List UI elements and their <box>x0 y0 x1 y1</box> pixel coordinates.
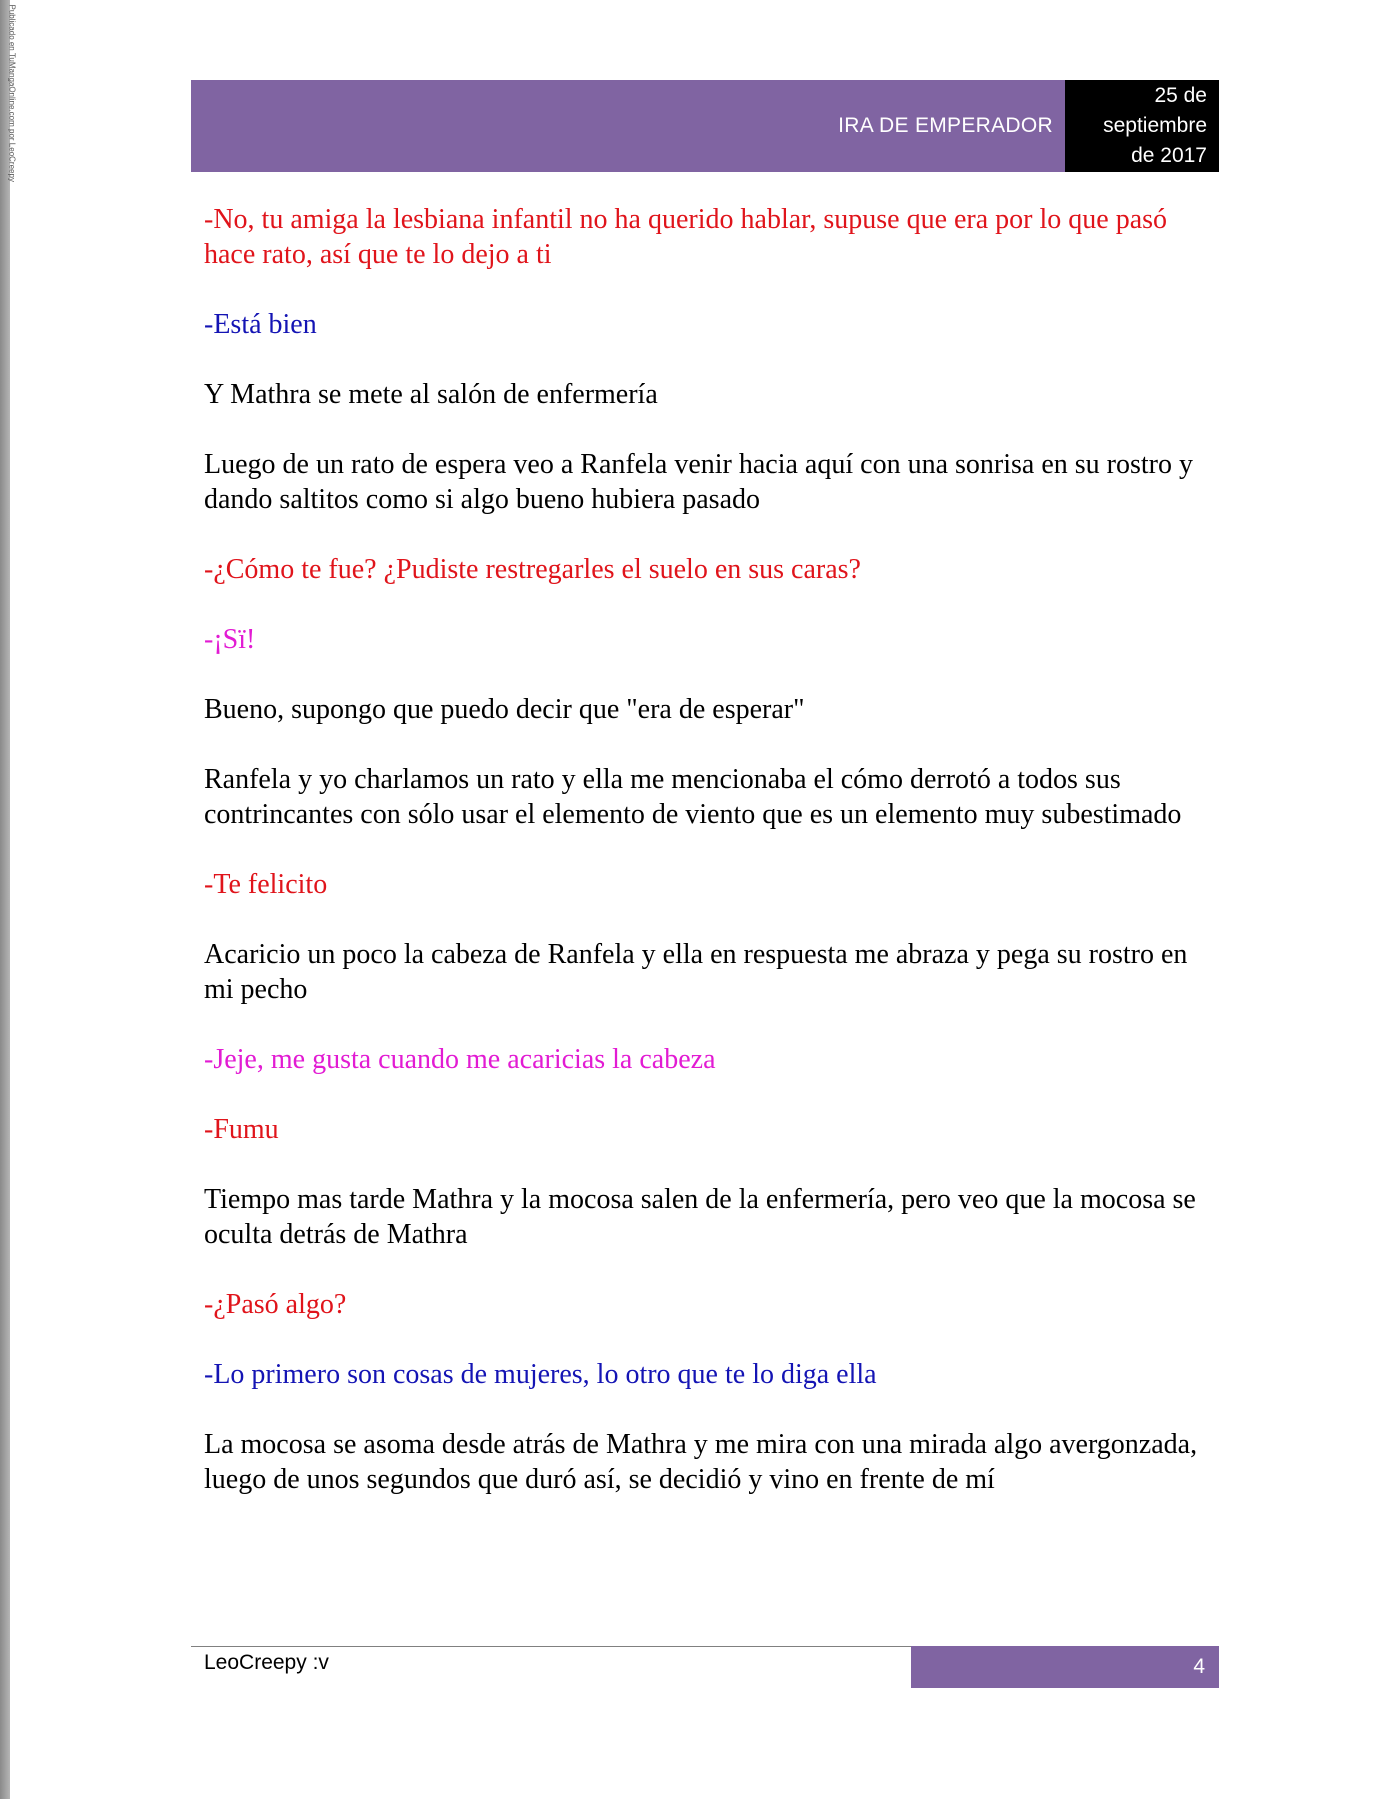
paragraph: -¿Cómo te fue? ¿Pudiste restregarles el suelo en sus caras? <box>204 554 861 585</box>
paragraph: -¡Sï! <box>204 624 256 655</box>
header-title-box <box>191 80 1065 172</box>
page-header <box>191 80 1219 172</box>
paragraph: Ranfela y yo charlamos un rato y ella me mencionaba el cómo derrotó a todos sus contrincantes con sólo usar el elemento de viento que es un elemento muy subestimado <box>204 764 1182 830</box>
paragraph: -Te felicito <box>204 869 328 900</box>
paragraph: -Fumu <box>204 1114 279 1145</box>
left-edge-bar <box>0 0 10 1799</box>
paragraph: -Jeje, me gusta cuando me acaricias la cabeza <box>204 1044 716 1075</box>
page-body <box>204 202 1214 1532</box>
paragraph: -Está bien <box>204 309 317 340</box>
paragraph: Tiempo mas tarde Mathra y la mocosa salen de la enfermería, pero veo que la mocosa se oculta detrás de Mathra <box>204 1184 1196 1250</box>
paragraph: Bueno, supongo que puedo decir que "era de esperar" <box>204 694 805 725</box>
footer-page-box <box>911 1646 1219 1688</box>
paragraph: -No, tu amiga la lesbiana infantil no ha querido hablar, supuse que era por lo que pasó hace rato, así que te lo dejo a ti <box>204 204 1168 270</box>
paragraph: Acaricio un poco la cabeza de Ranfela y ella en respuesta me abraza y pega su rostro en mi pecho <box>204 939 1188 1005</box>
footer-author: LeoCreepy :v <box>204 1651 329 1674</box>
header-date-box <box>1065 80 1219 172</box>
paragraph: La mocosa se asoma desde atrás de Mathra y me mira con una mirada algo avergonzada, luego de unos segundos que duró así, se decidió y vino en frente de mí <box>204 1429 1198 1495</box>
header-date-line-2: septiembre <box>1103 114 1207 137</box>
header-date-line-1: 25 de <box>1154 84 1207 107</box>
header-date-line-3: de 2017 <box>1131 144 1207 167</box>
header-title: IRA DE EMPERADOR <box>838 114 1053 137</box>
paragraph: -¿Pasó algo? <box>204 1289 347 1320</box>
paragraph: Luego de un rato de espera veo a Ranfela venir hacia aquí con una sonrisa en su rostro y dando saltitos como si algo bueno hubiera pasado <box>204 449 1193 515</box>
side-watermark-text: Publicado en TuMangaOnline.com por LeoCreepy <box>7 4 17 182</box>
page-number: 4 <box>1193 1655 1205 1678</box>
paragraph: -Lo primero son cosas de mujeres, lo otro que te lo diga ella <box>204 1359 877 1390</box>
footer-divider <box>191 1646 911 1647</box>
paragraph: Y Mathra se mete al salón de enfermería <box>204 379 658 410</box>
